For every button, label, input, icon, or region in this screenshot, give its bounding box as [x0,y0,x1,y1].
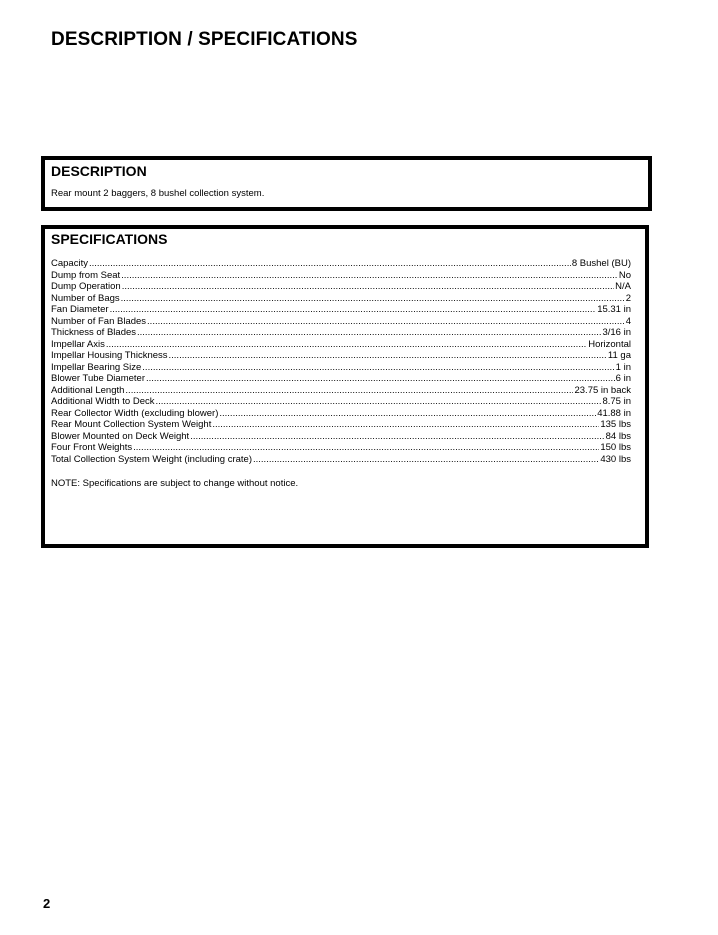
description-text: Rear mount 2 baggers, 8 bushel collection system. [51,188,265,199]
leader-dots [125,385,573,397]
spec-row-fan-diameter [51,304,631,316]
leader-dots [106,339,587,351]
spec-label: Four Front Weights [51,442,133,453]
spec-row-capacity [51,258,631,270]
leader-dots [110,304,597,316]
spec-row-number-of-bags [51,293,631,305]
spec-row-number-of-fan-blades [51,316,631,328]
specifications-box [41,225,649,548]
leader-dots [156,396,602,408]
page-title: DESCRIPTION / SPECIFICATIONS [51,29,358,50]
description-box [41,156,652,211]
leader-dots [133,442,599,454]
spec-label: Impellar Bearing Size [51,361,142,373]
spec-value: 430 lbs [600,453,631,465]
spec-value: 41.88 in [597,407,631,419]
leader-dots [212,419,599,431]
leader-dots [89,258,571,270]
spec-value: 84 lbs [605,430,631,442]
spec-label: Capacity [51,258,88,269]
spec-value: Horizontal [588,338,631,350]
spec-row-dump-operation [51,281,631,293]
spec-label: Total Collection System Weight (including crate) [51,453,252,465]
spec-value: 1 in [615,361,631,373]
specifications-heading: SPECIFICATIONS [51,231,168,247]
spec-row-rear-collector-width [51,408,631,420]
spec-value: 8.75 in [602,396,631,407]
spec-value: No [618,269,631,281]
specifications-note: NOTE: Specifications are subject to change without notice. [51,478,299,489]
spec-label: Blower Mounted on Deck Weight [51,430,190,442]
leader-dots [137,327,601,339]
spec-value: 11 ga [607,350,631,361]
leader-dots [219,408,596,420]
spec-label: Number of Bags [51,292,120,304]
leader-dots [253,454,599,466]
spec-label: Fan Diameter [51,304,109,315]
spec-value: 2 [625,292,631,304]
spec-row-thickness-of-blades [51,327,631,339]
leader-dots [147,316,625,328]
spec-label: Additional Length [51,384,125,396]
spec-value: 6 in [615,373,631,384]
leader-dots [142,362,614,374]
spec-value: 135 lbs [600,419,631,430]
leader-dots [121,293,625,305]
spec-row-impellar-housing-thickness [51,350,631,362]
spec-value: 23.75 in back [574,384,631,396]
leader-dots [190,431,604,443]
spec-label: Thickness of Blades [51,327,137,338]
spec-row-four-front-weights [51,442,631,454]
specifications-list [51,258,631,465]
spec-row-impellar-bearing-size [51,362,631,374]
spec-row-blower-tube-diameter [51,373,631,385]
spec-label: Dump from Seat [51,269,121,281]
spec-label: Dump Operation [51,281,121,292]
spec-label: Rear Mount Collection System Weight [51,419,212,430]
spec-label: Additional Width to Deck [51,396,155,407]
spec-value: N/A [615,281,631,292]
leader-dots [121,270,618,282]
spec-value: 150 lbs [600,442,631,453]
spec-row-blower-mounted-on-deck-weight [51,431,631,443]
spec-label: Rear Collector Width (excluding blower) [51,407,219,419]
spec-row-additional-length [51,385,631,397]
page-number: 2 [43,896,51,911]
spec-label: Impellar Housing Thickness [51,350,168,361]
spec-label: Impellar Axis [51,338,105,350]
spec-row-rear-mount-collection-system-weight [51,419,631,431]
spec-label: Blower Tube Diameter [51,373,145,384]
spec-row-additional-width-to-deck [51,396,631,408]
spec-label: Number of Fan Blades [51,315,147,327]
spec-row-impellar-axis [51,339,631,351]
spec-value: 8 Bushel (BU) [571,258,631,269]
spec-value: 15.31 in [597,304,631,315]
description-heading: DESCRIPTION [51,163,147,179]
leader-dots [169,350,607,362]
leader-dots [146,373,615,385]
spec-value: 3/16 in [602,327,631,338]
leader-dots [122,281,614,293]
spec-row-total-collection-system-weight [51,454,631,466]
spec-value: 4 [625,315,631,327]
spec-row-dump-from-seat [51,270,631,282]
